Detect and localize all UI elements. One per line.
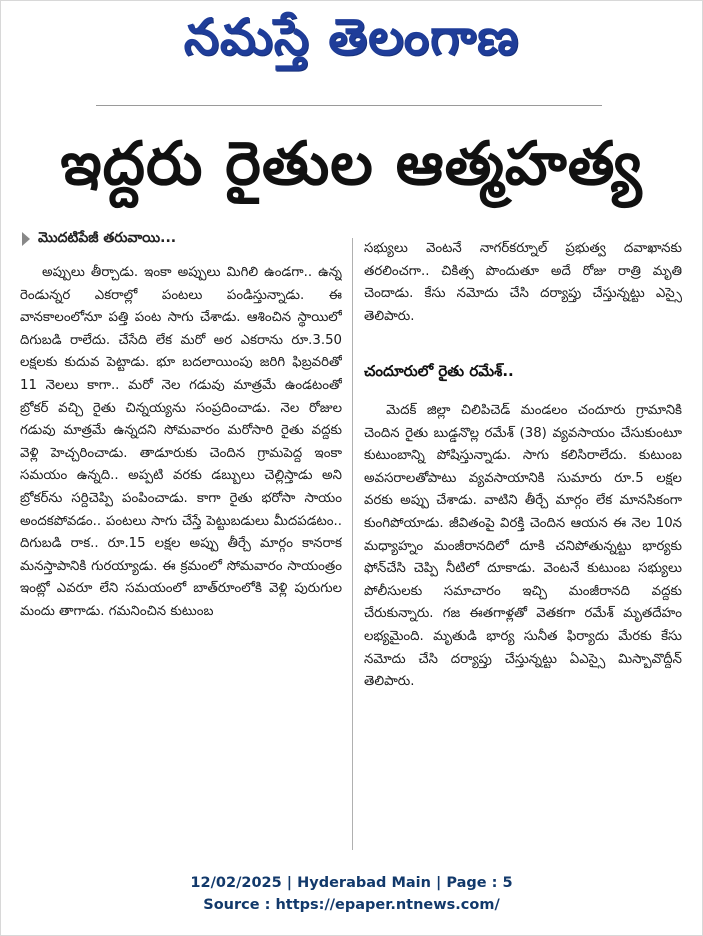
column-right-top-text: సభ్యులు వెంటనే నాగర్‌కర్నూల్ ప్రభుత్వ దవాఖానకు తరలించగా.. చికిత్స పొందుతూ అదే రోజు రాత్రి మృతి చెందాడు. కేసు నమోదు చేసి దర్యాప్తు చేస్తున్నట్టు ఎస్సై తెలిపారు. (364, 241, 682, 324)
continuation-kicker (22, 228, 176, 250)
page-footer (0, 872, 703, 916)
article-headline: ఇద్దరు రైతుల ఆత్మహత్య (60, 129, 643, 199)
footer-source-link[interactable]: Source : https://epaper.ntnews.com/ (203, 897, 500, 913)
column-left-text: అప్పులు తీర్చాడు. ఇంకా అప్పులు మిగిలి ఉండగా.. ఉన్న రెండున్నర ఎకరాల్లో పంటలు పండిస్తున్నాడు. ఈ వానకాలంలోనూ పత్తి పంట సాగు చేశాడు. ఆశించిన స్థాయిలో దిగుబడి రాలేదు. చేసేది లేక మరో అర ఎకరాను రూ.3.50 లక్షలకు కుదువ పెట్టాడు. భూ బదలాయింపు జరిగి ఫిబ్రవరితో 11 నెలలు కాగా.. మరో నెల గడువు మాత్రమే ఉండటంతో బ్రోకర్ వచ్చి రైతు చిన్నయ్యను సంప్రదించాడు. నెల రోజుల గడువు మాత్రమే ఉన్నదని సోమవారం మరోసారి రైతు వద్దకు వెళ్లి హెచ్చరించాడు. తాడూరుకు చెందిన గ్రామపెద్ద ఇంకా సమయం ఉన్నది.. అప్పటి వరకు డబ్బులు చెల్లిస్తాడు అని బ్రోకర్‌ను సర్దిచెప్పి పంపించాడు. కాగా రైతు భరోసా సాయం అందకపోవడం.. పంటలు సాగు చేస్తే పెట్టుబడులు మీదపడటం.. దిగుబడి రాక.. రూ.15 లక్షల అప్పు తీర్చే మార్గం కానరాక మనస్తాపానికి గురయ్యాడు. ఈ క్రమంలో సోమవారం సాయంత్రం ఇంట్లో ఎవరూ లేని సమయంలో బాత్‌రూంలోకి వెళ్లి పురుగుల మందు తాగాడు. గమనించిన కుటుంబ (20, 265, 342, 619)
masthead-rule (96, 105, 602, 106)
article-column-left (20, 262, 342, 852)
column-divider (352, 238, 353, 850)
triangle-bullet-icon (22, 232, 30, 246)
kicker-text: మొదటిపేజీ తరువాయి... (38, 229, 177, 246)
article-subhead: చందూరులో రైతు రమేశ్.. (364, 362, 514, 380)
footer-date-edition: 12/02/2025 | Hyderabad Main | Page : 5 (190, 875, 513, 891)
newspaper-masthead: నమస్తే తెలంగాణ (183, 8, 520, 66)
column-right-bottom-text: మెదక్ జిల్లా చిలిపిచెడ్ మండలం చందూరు గ్రామానికి చెందిన రైతు బుడ్డనొల్ల రమేశ్ (38) వ్యవసాయం చేసుకుంటూ కుటుంబాన్ని పోషిస్తున్నాడు. సాగు కలిసిరాలేదు. కుటుంబ అవసరాలతోపాటు వ్యవసాయానికి సుమారు రూ.5 లక్షల వరకు అప్పు చేశాడు. వాటిని తీర్చే మార్గం లేక మానసికంగా కుంగిపోయాడు. జీవితంపై విరక్తి చెందిన ఆయన ఈ నెల 10న మధ్యాహ్నం మంజీరానదిలో దూకి చనిపోతున్నట్టు భార్యకు ఫోన్‌చేసి చెప్పి నీటిలో దూకాడు. వెంటనే కుటుంబ సభ్యులు పోలీసులకు సమాచారం ఇచ్చి మంజీరానది వద్దకు చేరుకున్నారు. గజ ఈతగాళ్లతో వెతకగా రమేశ్ మృతదేహం లభ్యమైంది. మృతుడి భార్య సునీత ఫిర్యాదు మేరకు కేసు నమోదు చేసి దర్యాప్తు చేస్తున్నట్టు ఏఎస్సై మిస్బావొద్దీన్ తెలిపారు. (364, 403, 682, 690)
article-column-right-top (364, 238, 682, 348)
article-column-right-bottom (364, 400, 682, 848)
